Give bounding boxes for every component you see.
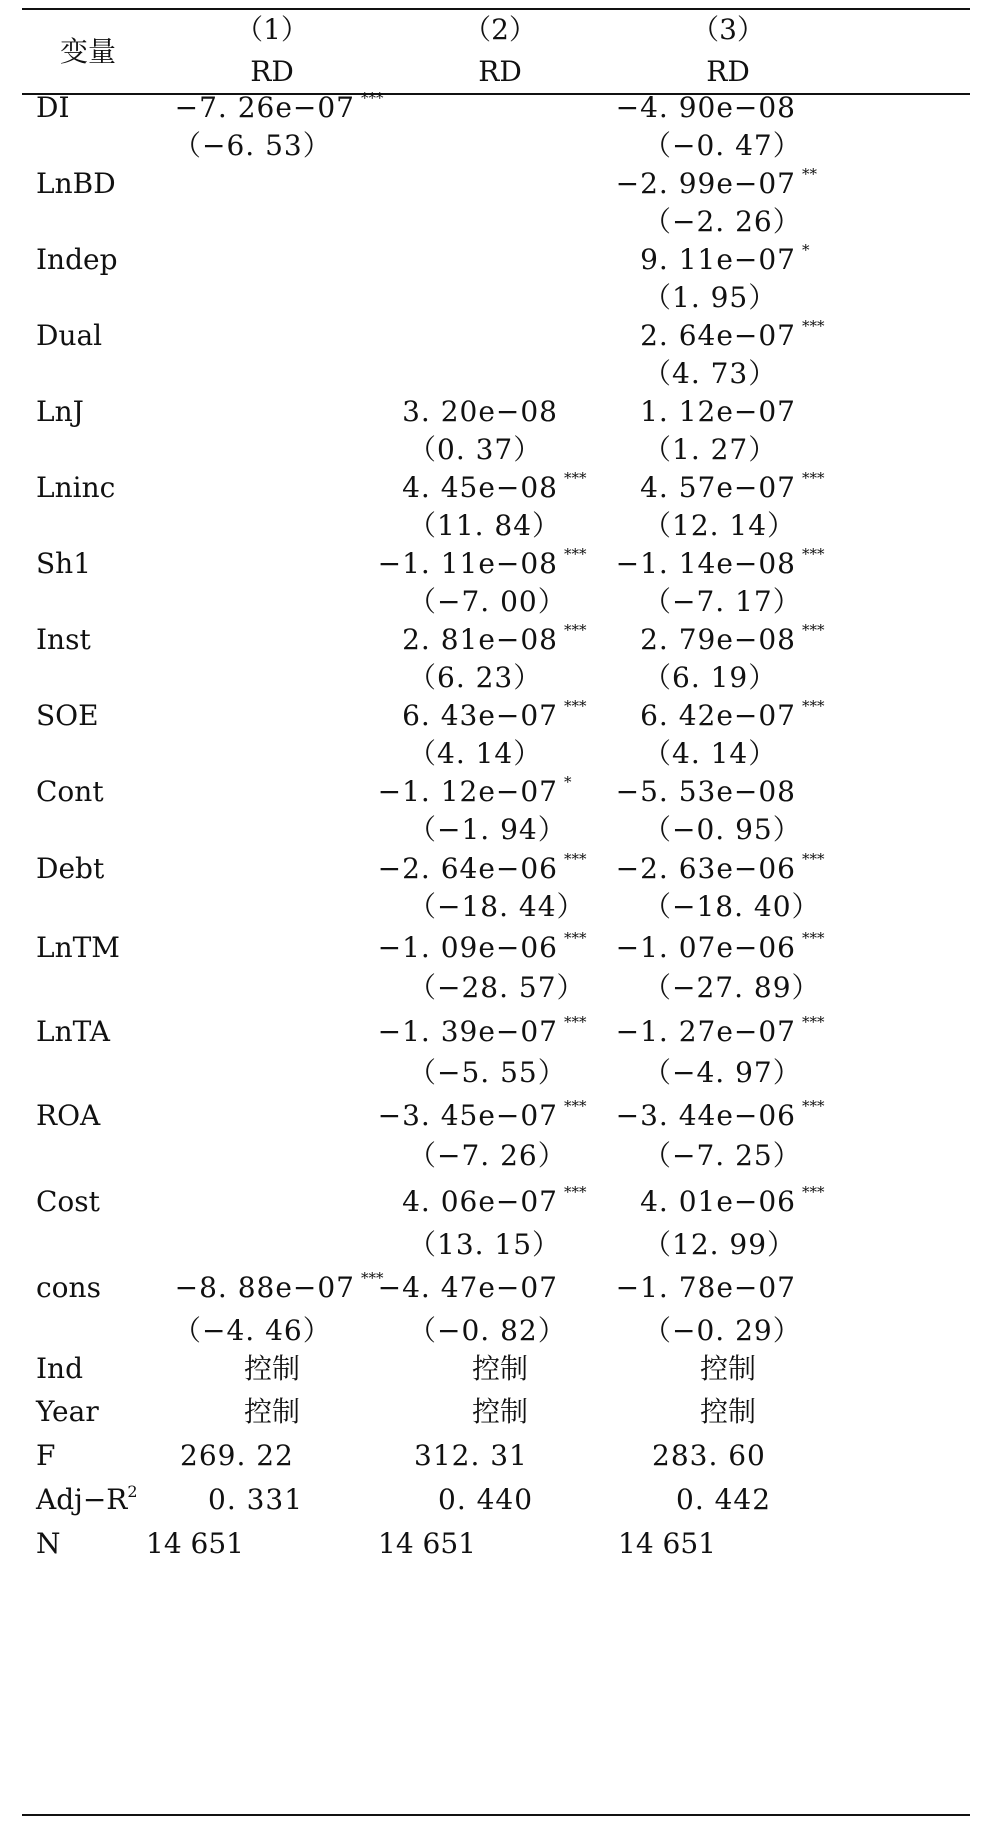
significance-stars: ***	[564, 621, 587, 639]
t-statistic: （−0. 47）	[643, 129, 802, 162]
coefficient-value: −1. 39e−07	[377, 1015, 558, 1048]
t-statistic: （−7. 26）	[408, 1139, 567, 1172]
f-statistic: 269. 22	[180, 1439, 294, 1472]
coefficient-value: 6. 43e−07	[402, 699, 558, 732]
coefficient	[616, 1014, 796, 1050]
bottom-rule	[22, 1814, 970, 1816]
coefficient-value: −1. 14e−08	[615, 547, 796, 580]
t-statistic: （−4. 46）	[173, 1314, 332, 1347]
f-statistic: 283. 60	[652, 1439, 766, 1472]
t-statistic: （6. 23）	[408, 661, 543, 694]
coefficient	[616, 1270, 796, 1306]
t-statistic: （−2. 26）	[643, 205, 802, 238]
significance-stars: ***	[802, 1013, 825, 1031]
coefficient	[616, 851, 796, 887]
coefficient	[378, 1270, 558, 1306]
significance-stars: *	[802, 241, 810, 259]
variable-name: cons	[36, 1271, 101, 1304]
coefficient-value: −1. 11e−08	[377, 547, 558, 580]
coefficient	[616, 930, 796, 966]
coefficient	[378, 930, 558, 966]
control-value: 控制	[699, 1395, 757, 1428]
coefficient	[616, 1098, 796, 1134]
t-statistic: （12. 14）	[643, 509, 797, 542]
coefficient-value: 4. 57e−07	[640, 471, 796, 504]
adj-r2-superscript: 2	[127, 1482, 138, 1501]
variable-name: Dual	[36, 319, 103, 352]
coefficient-value: −1. 09e−06	[377, 931, 558, 964]
coefficient	[378, 1014, 558, 1050]
variable-name: Cont	[36, 775, 104, 808]
coefficient-value: −5. 53e−08	[615, 775, 796, 808]
coefficient	[616, 90, 796, 126]
significance-stars: ***	[361, 89, 384, 107]
t-statistic: （−7. 00）	[408, 585, 567, 618]
coefficient	[640, 242, 796, 278]
coefficient	[378, 851, 558, 887]
coefficient-value: −1. 27e−07	[615, 1015, 796, 1048]
coefficient	[640, 1184, 796, 1220]
variable-header: 变量	[60, 35, 117, 68]
significance-stars: ***	[802, 1183, 825, 1201]
t-statistic: （−1. 94）	[408, 813, 567, 846]
coefficient-value: 3. 20e−08	[402, 395, 558, 428]
variable-name: Debt	[36, 852, 105, 885]
t-statistic: （11. 84）	[408, 509, 562, 542]
t-statistic: （−4. 97）	[643, 1056, 802, 1089]
t-statistic: （1. 27）	[643, 433, 778, 466]
variable-name: DI	[36, 91, 70, 124]
significance-stars: ***	[564, 469, 587, 487]
variable-name: Lninc	[36, 471, 116, 504]
coefficient	[175, 90, 355, 126]
t-statistic: （−7. 25）	[643, 1139, 802, 1172]
coefficient-value: 2. 64e−07	[640, 319, 796, 352]
adj-r2-value: 0. 331	[208, 1483, 304, 1516]
observation-count: 14 651	[146, 1527, 244, 1560]
significance-stars: ***	[361, 1269, 384, 1287]
control-value: 控制	[243, 1352, 301, 1385]
variable-name: LnJ	[36, 395, 84, 428]
coefficient-value: −8. 88e−07	[174, 1271, 355, 1304]
variable-name: SOE	[36, 699, 99, 732]
coefficient-value: −1. 12e−07	[377, 775, 558, 808]
significance-stars: *	[564, 773, 572, 791]
coefficient	[640, 698, 796, 734]
significance-stars: ***	[564, 697, 587, 715]
coefficient	[616, 774, 796, 810]
significance-stars: ***	[564, 1097, 587, 1115]
coefficient-value: −2. 63e−06	[615, 852, 796, 885]
t-statistic: （−18. 44）	[408, 890, 586, 923]
observation-count: 14 651	[618, 1527, 716, 1560]
coefficient-value: 2. 79e−08	[640, 623, 796, 656]
dependent-variable-label: RD	[478, 55, 522, 88]
t-statistic: （4. 14）	[408, 737, 543, 770]
t-statistic: （−0. 95）	[643, 813, 802, 846]
coefficient-value: 4. 01e−06	[640, 1185, 796, 1218]
dependent-variable-label: RD	[706, 55, 750, 88]
t-statistic: （0. 37）	[408, 433, 543, 466]
t-statistic: （−0. 82）	[408, 1314, 567, 1347]
coefficient	[402, 698, 558, 734]
variable-name: Indep	[36, 243, 118, 276]
significance-stars: ***	[802, 621, 825, 639]
column-number: （1）	[235, 13, 309, 46]
variable-name: Sh1	[36, 547, 92, 580]
significance-stars: ***	[802, 317, 825, 335]
control-name: Ind	[36, 1352, 84, 1385]
significance-stars: ***	[564, 1013, 587, 1031]
control-value: 控制	[471, 1352, 529, 1385]
coefficient-value: 4. 06e−07	[402, 1185, 558, 1218]
variable-name: Inst	[36, 623, 91, 656]
adj-r2-value: 0. 442	[676, 1483, 772, 1516]
coefficient	[378, 546, 558, 582]
t-statistic: （−18. 40）	[643, 890, 821, 923]
coefficient-value: −3. 45e−07	[377, 1099, 558, 1132]
significance-stars: ***	[564, 545, 587, 563]
t-statistic: （−7. 17）	[643, 585, 802, 618]
coefficient	[402, 470, 558, 506]
header-rule	[22, 93, 970, 95]
regression-table	[22, 8, 970, 1816]
t-statistic: （−6. 53）	[173, 129, 332, 162]
t-statistic: （1. 95）	[643, 281, 778, 314]
coefficient-value: 6. 42e−07	[640, 699, 796, 732]
coefficient-value: 1. 12e−07	[640, 395, 796, 428]
adj-r2-label: Adj−R	[36, 1483, 128, 1516]
control-value: 控制	[471, 1395, 529, 1428]
significance-stars: ***	[802, 545, 825, 563]
coefficient-value: −1. 07e−06	[615, 931, 796, 964]
adj-r2-value: 0. 440	[438, 1483, 534, 1516]
f-statistic: 312. 31	[414, 1439, 528, 1472]
significance-stars: ***	[802, 850, 825, 868]
significance-stars: ***	[802, 469, 825, 487]
coefficient-value: −4. 47e−07	[377, 1271, 558, 1304]
control-name: Year	[36, 1395, 99, 1428]
coefficient	[402, 1184, 558, 1220]
t-statistic: （−27. 89）	[643, 971, 821, 1004]
t-statistic: （−28. 57）	[408, 971, 586, 1004]
coefficient	[378, 1098, 558, 1134]
significance-stars: **	[802, 165, 817, 183]
significance-stars: ***	[802, 697, 825, 715]
column-number: （2）	[463, 13, 537, 46]
dependent-variable-label: RD	[250, 55, 294, 88]
variable-name: LnTM	[36, 931, 120, 964]
stat-name-f: F	[36, 1439, 56, 1472]
variable-name: ROA	[36, 1099, 101, 1132]
coefficient	[616, 166, 796, 202]
top-rule	[22, 8, 970, 10]
coefficient	[640, 394, 796, 430]
coefficient-value: −7. 26e−07	[174, 91, 355, 124]
coefficient-value: 2. 81e−08	[402, 623, 558, 656]
stat-name-n: N	[36, 1527, 61, 1560]
variable-name: LnBD	[36, 167, 116, 200]
significance-stars: ***	[564, 1183, 587, 1201]
significance-stars: ***	[564, 850, 587, 868]
observation-count: 14 651	[378, 1527, 476, 1560]
variable-name: Cost	[36, 1185, 100, 1218]
stat-name-adj-r2	[36, 1482, 138, 1522]
significance-stars: ***	[564, 929, 587, 947]
coefficient	[175, 1270, 355, 1306]
coefficient	[402, 394, 558, 430]
significance-stars: ***	[802, 929, 825, 947]
coefficient-value: −1. 78e−07	[615, 1271, 796, 1304]
coefficient-value: 9. 11e−07	[640, 243, 796, 276]
t-statistic: （−5. 55）	[408, 1056, 567, 1089]
coefficient	[640, 470, 796, 506]
significance-stars: ***	[802, 1097, 825, 1115]
coefficient	[402, 622, 558, 658]
coefficient	[378, 774, 558, 810]
t-statistic: （4. 14）	[643, 737, 778, 770]
control-value: 控制	[699, 1352, 757, 1385]
coefficient-value: −2. 64e−06	[377, 852, 558, 885]
control-value: 控制	[243, 1395, 301, 1428]
t-statistic: （13. 15）	[408, 1228, 562, 1261]
t-statistic: （12. 99）	[643, 1228, 797, 1261]
t-statistic: （6. 19）	[643, 661, 778, 694]
coefficient-value: −2. 99e−07	[615, 167, 796, 200]
coefficient-value: −4. 90e−08	[615, 91, 796, 124]
coefficient-value: 4. 45e−08	[402, 471, 558, 504]
coefficient	[640, 318, 796, 354]
column-number: （3）	[691, 13, 765, 46]
coefficient	[616, 546, 796, 582]
variable-name: LnTA	[36, 1015, 110, 1048]
t-statistic: （−0. 29）	[643, 1314, 802, 1347]
coefficient	[640, 622, 796, 658]
t-statistic: （4. 73）	[643, 357, 778, 390]
coefficient-value: −3. 44e−06	[615, 1099, 796, 1132]
